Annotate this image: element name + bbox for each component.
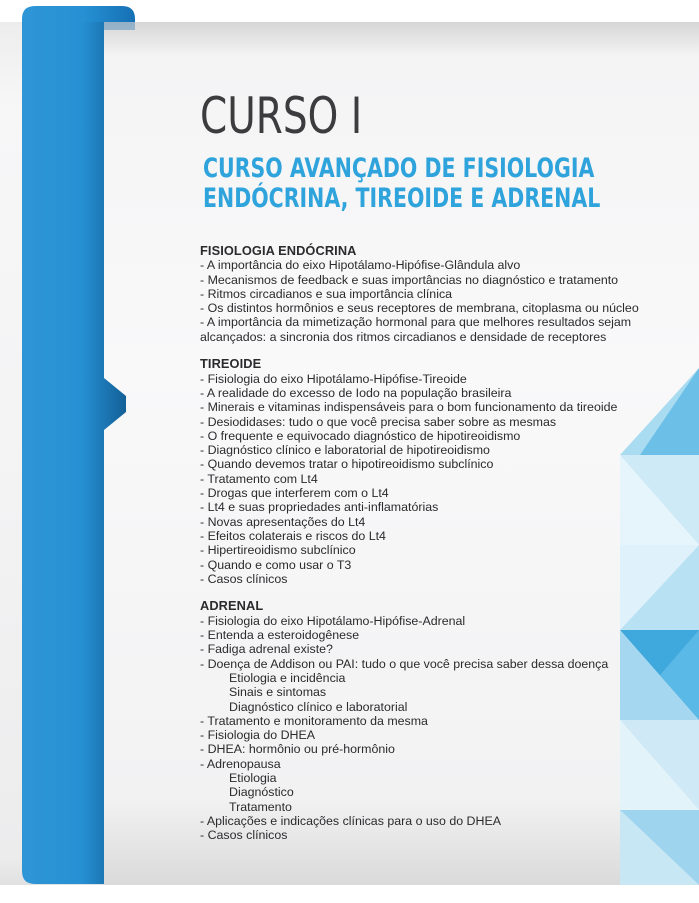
list-item: - Efeitos colaterais e riscos do Lt4 <box>200 528 386 543</box>
list-item: - Quando devemos tratar o hipotireoidismo subclínico <box>200 457 494 472</box>
list-subitem: Etiologia e incidência <box>229 670 346 685</box>
list-item: - A importância da mimetização hormonal para que melhores resultados sejam alcançados: a sincronia dos ritmos circadianos e densidade de receptores <box>200 315 632 344</box>
list-item: - DHEA: hormônio ou pré-hormônio <box>200 742 395 757</box>
section-heading: FISIOLOGIA ENDÓCRINA <box>200 243 357 258</box>
section <box>200 599 699 842</box>
side-ribbon-shape <box>22 6 135 884</box>
list-item: - Fisiologia do eixo Hipotálamo-Hipófise-Tireoide <box>200 371 467 386</box>
list-item: - Fisiologia do DHEA <box>200 728 316 743</box>
list-item: - Casos clínicos <box>200 828 288 843</box>
ribbon-inner-shadow <box>80 22 126 884</box>
list-item: - Tratamento com Lt4 <box>200 471 318 486</box>
list-item: - Lt4 e suas propriedades anti-inflamatórias <box>200 500 439 515</box>
subtitle-line: CURSO AVANÇADO DE FISIOLOGIA <box>203 153 595 184</box>
section <box>200 357 699 586</box>
course-content <box>200 244 699 856</box>
list-subitem: Sinais e sintomas <box>229 685 327 700</box>
list-item: - Entenda a esteroidogênese <box>200 628 360 643</box>
list-item: - Drogas que interferem com o Lt4 <box>200 486 389 501</box>
section-heading: TIREOIDE <box>200 356 262 372</box>
list-item: - Adrenopausa <box>200 756 281 771</box>
list-subitem: Tratamento <box>229 799 292 814</box>
section <box>200 244 699 344</box>
ribbon-fold <box>104 22 135 30</box>
list-item: - Mecanismos de feedback e suas importâncias no diagnóstico e tratamento <box>200 272 619 287</box>
list-item: - Ritmos circadianos e sua importância clínica <box>200 286 453 301</box>
list-item: - Desiodidases: tudo o que você precisa saber sobre as mesmas <box>200 414 557 429</box>
list-item: - Hipertireoidismo subclínico <box>200 543 356 558</box>
page-subtitle <box>203 154 600 214</box>
list-item: - Novas apresentações do Lt4 <box>200 514 366 529</box>
list-item: - O frequente e equivocado diagnóstico de hipotireoidismo <box>200 428 521 443</box>
list-item: - Diagnóstico clínico e laboratorial de hipotireoidismo <box>200 443 490 458</box>
list-item: - Doença de Addison ou PAI: tudo o que você precisa saber dessa doença <box>200 656 609 671</box>
list-item: - A importância do eixo Hipotálamo-Hipófise-Glândula alvo <box>200 258 521 273</box>
page-title: CURSO I <box>200 87 363 145</box>
list-item: - Fadiga adrenal existe? <box>200 642 333 657</box>
list-item: - Os distintos hormônios e seus receptores de membrana, citoplasma ou núcleo <box>200 301 639 316</box>
list-item: - Fisiologia do eixo Hipotálamo-Hipófise-Adrenal <box>200 613 466 628</box>
list-item: - Tratamento e monitoramento da mesma <box>200 713 428 728</box>
section-heading: ADRENAL <box>200 598 264 614</box>
subtitle-line: ENDÓCRINA, TIREOIDE E ADRENAL <box>203 183 601 214</box>
list-item: - A realidade do excesso de Iodo na população brasileira <box>200 385 512 400</box>
list-item: - Quando e como usar o T3 <box>200 557 352 572</box>
list-subitem: Diagnóstico clínico e laboratorial <box>229 699 408 714</box>
list-subitem: Diagnóstico <box>229 785 294 800</box>
list-subitem: Etiologia <box>229 770 277 785</box>
list-item: - Aplicações e indicações clínicas para o uso do DHEA <box>200 813 501 828</box>
list-item: - Casos clínicos <box>200 571 288 586</box>
list-item: - Minerais e vitaminas indispensáveis para o bom funcionamento da tireoide <box>200 400 618 415</box>
